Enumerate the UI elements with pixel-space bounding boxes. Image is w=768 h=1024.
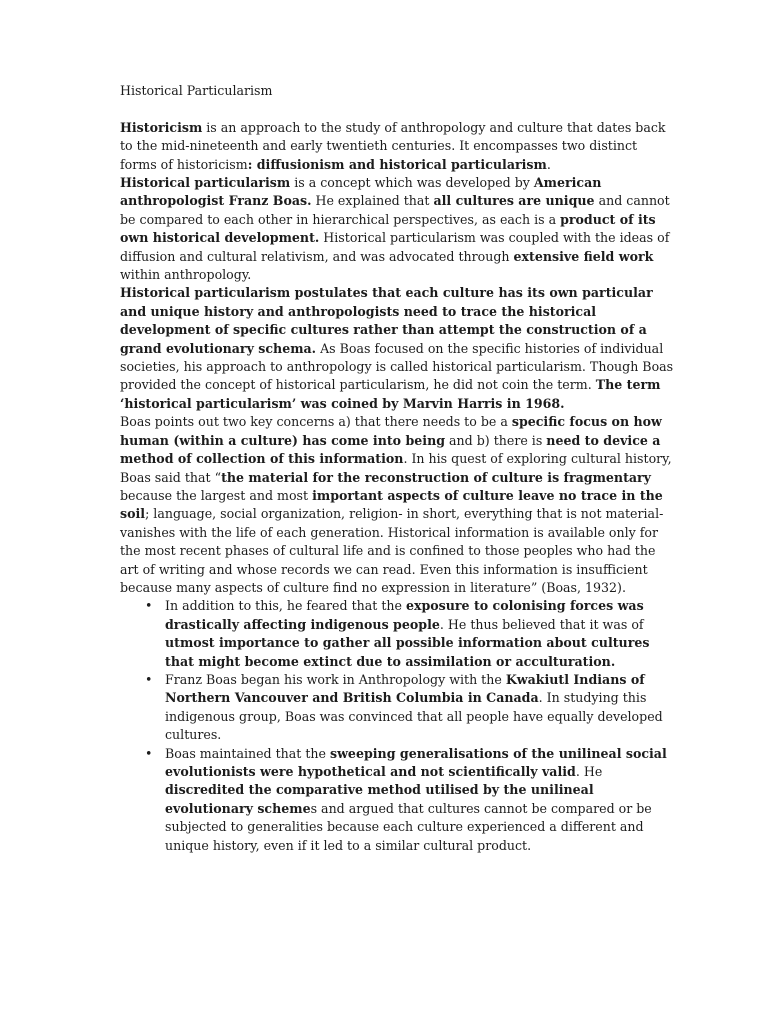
list-item [120,745,676,855]
bold-term: exposure to colonising forces was drastically affecting indigenous people [165,598,644,632]
paragraph-postulates [120,284,676,413]
text-run: . He [575,764,603,780]
bold-term: specific focus on how human (within a culture) has come into being [120,414,662,448]
text-run: Historical particularism was coupled with the ideas of diffusion and cultural relativism, and was advocated through [120,230,670,264]
text-run: . In studying this indigenous group, Boas was convinced that all people have equally developed cultures. [165,690,663,743]
bold-term: all cultures are unique [433,193,595,209]
text-run: Franz Boas began his work in Anthropology with the [165,671,506,687]
list-item [120,671,676,745]
text-run: s and argued that cultures cannot be compared or be subjected to generalities because each culture experienced a different and unique history, even if it led to a similar cultural product. [165,800,652,853]
text-run: . In his quest of exploring cultural history, Boas said that “ [120,451,672,485]
bold-term: The term ‘historical particularism’ was coined by Marvin Harris in 1968. [120,377,661,411]
text-run: and cannot be compared to each other in hierarchical perspectives, as each is a [120,193,670,227]
bold-term: important aspects of culture leave no trace in the soil [120,487,663,522]
bold-term: discredited the comparative method utilised by the unilineal evolutionary scheme [165,782,594,816]
bullet-icon: • [145,671,153,687]
text-run: within anthropology. [120,267,252,283]
bold-term: the material for the reconstruction of culture is fragmentary [221,469,652,485]
text-run: In addition to this, he feared that the [165,598,406,614]
text-run: As Boas focused on the specific histories of individual societies, his approach to anthropology is called historical particularism. Though Boas provided the concept of historical particularism, he did not coin the term. [120,340,674,393]
bold-term: need to device a method of collection of this information [120,432,661,467]
text-run: . He thus believed that it was of [439,616,644,632]
bullet-icon: • [145,598,153,614]
text-run: because the largest and most [120,487,313,503]
bold-term: utmost importance to gather all possible information about cultures that might become extinct due to assimilation or acculturation. [165,635,650,669]
bold-term: Historical particularism postulates that each culture has its own particular and unique history and anthropologists need to trace the historical development of specific cultures rather than attempt the construction of a grand evolutionary schema. [120,285,653,356]
bullet-list [120,597,676,855]
bold-term: Historicism [120,119,203,135]
text-run: Boas maintained that the [165,745,330,761]
text-run: and b) there is [445,432,547,448]
bold-term: extensive field work [513,248,654,264]
text-run: ; language, social organization, religion- in short, everything that is not material-vanishes with the life of each generation. Historical information is available only for the most recent phases of cultural life and is confined to those peoples who had the art of writing and whose records we can read. Even this information is insufficient because many aspects of culture find no expression in literature” (Boas, 1932). [120,506,664,595]
list-item [120,597,676,671]
bold-term: sweeping generalisations of the unilineal social evolutionists were hypothetical and not scientifically valid [165,745,667,780]
text-run: is an approach to the study of anthropology and culture that dates back to the mid-nineteenth and early twentieth centuries. It encompasses two distinct forms of historicism [120,119,666,172]
bold-term: Historical particularism [120,175,291,191]
bold-term: : diffusionism and historical particularism [247,156,547,172]
paragraph-historical-particularism [120,174,676,284]
bold-term: American anthropologist Franz Boas. [120,175,602,209]
text-run: He explained that [311,193,434,209]
page-title: Historical Particularism [120,83,273,98]
bold-term: product of its own historical development. [120,211,656,246]
text-run: . [546,156,551,172]
paragraph-historicism [120,119,676,174]
text-run: is a concept which was developed by [290,175,534,191]
text-run: Boas points out two key concerns a) that there needs to be a [120,414,512,430]
bullet-icon: • [145,745,153,761]
paragraph-boas-concerns [120,413,676,597]
bold-term: Kwakiutl Indians of Northern Vancouver and British Columbia in Canada [165,671,645,706]
